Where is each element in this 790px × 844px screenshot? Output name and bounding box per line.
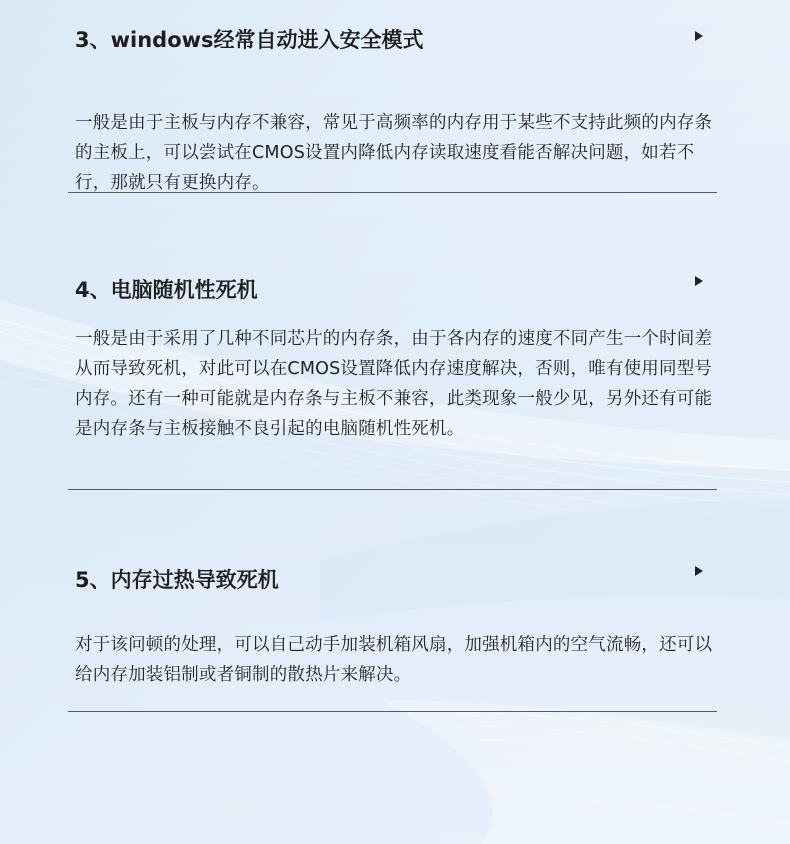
- section-overheat-crash: [68, 562, 717, 690]
- section-divider: [68, 489, 717, 490]
- section-divider: [68, 192, 717, 193]
- section-divider: [68, 711, 717, 712]
- expand-arrow-icon[interactable]: [695, 276, 703, 286]
- section-header[interactable]: [68, 562, 717, 598]
- section-body: 对于该问顿的处理，可以自己动手加装机箱风扇，加强机箱内的空气流畅，还可以给内存加装铝制或者铜制的散热片来解决。: [75, 635, 713, 685]
- section-title: 5、内存过热导致死机: [75, 568, 279, 592]
- section-random-crash: [68, 272, 717, 444]
- expand-arrow-icon[interactable]: [695, 31, 703, 41]
- section-title: 3、windows经常自动进入安全模式: [75, 28, 424, 52]
- section-header[interactable]: [68, 22, 717, 58]
- expand-arrow-icon[interactable]: [695, 566, 703, 576]
- section-safe-mode: [68, 22, 717, 198]
- section-title: 4、电脑随机性死机: [75, 278, 258, 302]
- section-body: 一般是由于主板与内存不兼容，常见于高频率的内存用于某些不支持此频的内存条的主板上，可以尝试在CMOS设置内降低内存读取速度看能否解决问题，如若不行，那就只有更换内存。: [75, 113, 713, 193]
- section-body: 一般是由于采用了几种不同芯片的内存条，由于各内存的速度不同产生一个时间差从而导致死机，对此可以在CMOS设置降低内存速度解决，否则，唯有使用同型号内存。还有一种可能就是内存条与主板不兼容，此类现象一般少见，另外还有可能是内存条与主板接触不良引起的电脑随机性死机。: [75, 329, 713, 439]
- section-header[interactable]: [68, 272, 717, 308]
